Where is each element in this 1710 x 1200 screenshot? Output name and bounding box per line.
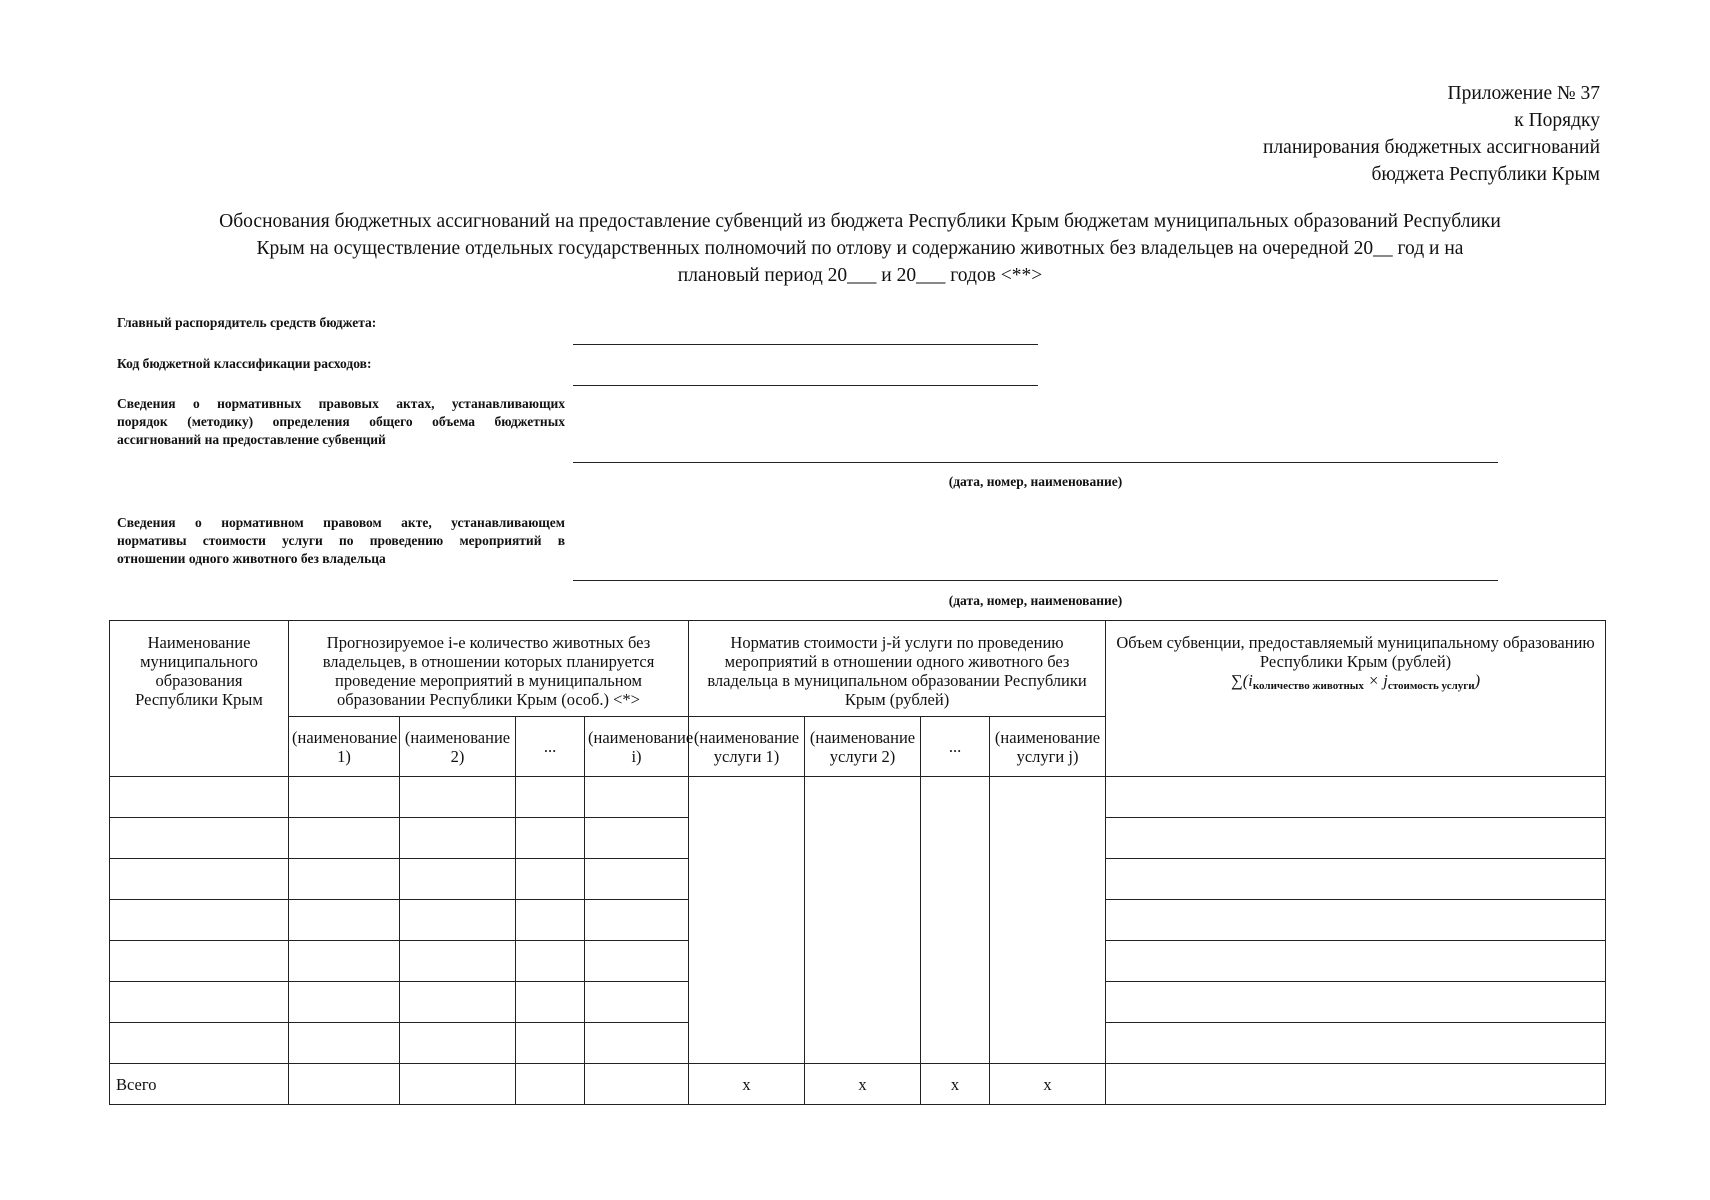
cell-municipality[interactable] bbox=[110, 818, 289, 859]
norm-subcol-j: (наименование услуги j) bbox=[990, 717, 1106, 777]
cell-animal-1[interactable] bbox=[289, 1023, 400, 1064]
acts-info-line-2: порядок (методику) определения общего объема бюджетных bbox=[117, 414, 565, 429]
table-header-row bbox=[110, 621, 1606, 717]
appendix-ref: к Порядку bbox=[1514, 110, 1600, 131]
total-animal-2[interactable] bbox=[400, 1064, 516, 1105]
cell-animal-2[interactable] bbox=[400, 982, 516, 1023]
total-animal-1[interactable] bbox=[289, 1064, 400, 1105]
cell-animal-i[interactable] bbox=[585, 900, 689, 941]
cell-animal-2[interactable] bbox=[400, 900, 516, 941]
appendix-ref-3: бюджета Республики Крым bbox=[1371, 164, 1600, 185]
cell-animal-1[interactable] bbox=[289, 818, 400, 859]
cell-animal-i[interactable] bbox=[585, 777, 689, 818]
cell-animal-i[interactable] bbox=[585, 859, 689, 900]
cell-municipality[interactable] bbox=[110, 1023, 289, 1064]
cell-animal-2[interactable] bbox=[400, 1023, 516, 1064]
cell-municipality[interactable] bbox=[110, 982, 289, 1023]
acts-info-line-3: ассигнований на предоставление субвенций bbox=[117, 432, 386, 447]
formula-close: ) bbox=[1474, 671, 1481, 690]
acts-info-line-1: Сведения о нормативных правовых актах, устанавливающих bbox=[117, 396, 565, 411]
chief-manager-field[interactable] bbox=[573, 344, 1038, 345]
acts-info-field[interactable] bbox=[573, 462, 1498, 463]
formula-i: i bbox=[1248, 671, 1253, 690]
acts-info-caption: (дата, номер, наименование) bbox=[948, 474, 1123, 489]
document-title bbox=[110, 208, 1610, 289]
appendix-header bbox=[1263, 80, 1600, 188]
total-norm-2-x: x bbox=[805, 1064, 921, 1105]
subvention-header-text: Объем субвенции, предоставляемый муниципальному образованию Республики Крым (рублей) bbox=[1116, 633, 1595, 671]
cell-animal-i[interactable] bbox=[585, 818, 689, 859]
cell-animal-ellipsis[interactable] bbox=[516, 941, 585, 982]
cell-subvention[interactable] bbox=[1106, 941, 1606, 982]
cell-animal-i[interactable] bbox=[585, 982, 689, 1023]
act-info-caption: (дата, номер, наименование) bbox=[948, 593, 1123, 608]
act-info-field[interactable] bbox=[573, 580, 1498, 581]
cell-animal-i[interactable] bbox=[585, 1023, 689, 1064]
act-info-line-1: Сведения о нормативном правовом акте, устанавливающем bbox=[117, 515, 565, 530]
cell-subvention[interactable] bbox=[1106, 859, 1606, 900]
cell-subvention[interactable] bbox=[1106, 818, 1606, 859]
cell-animal-2[interactable] bbox=[400, 818, 516, 859]
cell-municipality[interactable] bbox=[110, 777, 289, 818]
cell-norm-ellipsis[interactable] bbox=[921, 777, 990, 1064]
chief-manager-label: Главный распорядитель средств бюджета: bbox=[117, 315, 377, 330]
subvention-table bbox=[109, 620, 1606, 1105]
table-total-row bbox=[110, 1064, 1606, 1105]
animal-subcol-1: (наименование 1) bbox=[289, 717, 400, 777]
col-subvention-header bbox=[1106, 621, 1606, 777]
formula-j-sub: стоимость услуги bbox=[1387, 680, 1475, 692]
cell-animal-i[interactable] bbox=[585, 941, 689, 982]
cell-animal-1[interactable] bbox=[289, 941, 400, 982]
title-line-1: Обоснования бюджетных ассигнований на предоставление субвенций из бюджета Республики Крым бюджетам муниципальных образований Республики bbox=[219, 211, 1501, 232]
animal-subcol-ellipsis: ... bbox=[516, 717, 585, 777]
total-subvention[interactable] bbox=[1106, 1064, 1606, 1105]
cell-animal-ellipsis[interactable] bbox=[516, 982, 585, 1023]
cell-municipality[interactable] bbox=[110, 941, 289, 982]
formula-i-sub: количество животных bbox=[1252, 680, 1364, 692]
act-info-line-2: нормативы стоимости услуги по проведению мероприятий в bbox=[117, 533, 565, 548]
appendix-ref-2: планирования бюджетных ассигнований bbox=[1263, 137, 1600, 158]
norm-subcol-1: (наименование услуги 1) bbox=[689, 717, 805, 777]
cell-animal-2[interactable] bbox=[400, 777, 516, 818]
title-line-2: Крым на осуществление отдельных государственных полномочий по отлову и содержанию животных без владельцев на очередной 20__ год и на bbox=[256, 238, 1464, 259]
total-animal-ellipsis[interactable] bbox=[516, 1064, 585, 1105]
act-info-line-3: отношении одного животного без владельца bbox=[117, 551, 386, 566]
appendix-number: Приложение № 37 bbox=[1447, 83, 1600, 104]
cell-subvention[interactable] bbox=[1106, 777, 1606, 818]
cell-municipality[interactable] bbox=[110, 900, 289, 941]
formula-sigma: ∑( bbox=[1230, 671, 1249, 690]
budget-code-label: Код бюджетной классификации расходов: bbox=[117, 356, 372, 371]
cell-animal-1[interactable] bbox=[289, 859, 400, 900]
animal-subcol-2: (наименование 2) bbox=[400, 717, 516, 777]
cell-animal-ellipsis[interactable] bbox=[516, 818, 585, 859]
total-animal-i[interactable] bbox=[585, 1064, 689, 1105]
total-norm-j-x: x bbox=[990, 1064, 1106, 1105]
formula-times: × bbox=[1363, 671, 1384, 690]
acts-info-label bbox=[117, 395, 565, 449]
total-norm-ellipsis-x: x bbox=[921, 1064, 990, 1105]
cell-subvention[interactable] bbox=[1106, 900, 1606, 941]
subvention-formula bbox=[1109, 671, 1602, 696]
title-line-3: плановый период 20___ и 20___ годов <**> bbox=[677, 265, 1043, 286]
col-municipality-header: Наименование муниципального образования Республики Крым bbox=[110, 621, 289, 777]
cell-animal-ellipsis[interactable] bbox=[516, 1023, 585, 1064]
cell-animal-ellipsis[interactable] bbox=[516, 859, 585, 900]
total-label: Всего bbox=[110, 1064, 289, 1105]
budget-code-field[interactable] bbox=[573, 385, 1038, 386]
act-info-label bbox=[117, 514, 565, 568]
animal-subcol-i: (наименование i) bbox=[585, 717, 689, 777]
col-norm-header: Норматив стоимости j-й услуги по проведению мероприятий в отношении одного животного без владельца в муниципальном образовании Республики Крым (рублей) bbox=[689, 621, 1106, 717]
total-norm-1-x: x bbox=[689, 1064, 805, 1105]
cell-animal-ellipsis[interactable] bbox=[516, 777, 585, 818]
cell-norm-2[interactable] bbox=[805, 777, 921, 1064]
cell-animal-ellipsis[interactable] bbox=[516, 900, 585, 941]
table-row bbox=[110, 777, 1606, 818]
cell-animal-2[interactable] bbox=[400, 859, 516, 900]
norm-subcol-2: (наименование услуги 2) bbox=[805, 717, 921, 777]
cell-subvention[interactable] bbox=[1106, 982, 1606, 1023]
cell-animal-1[interactable] bbox=[289, 777, 400, 818]
cell-subvention[interactable] bbox=[1106, 1023, 1606, 1064]
formula-j: j bbox=[1383, 671, 1388, 690]
col-animals-header: Прогнозируемое i-е количество животных без владельцев, в отношении которых планируется проведение мероприятий в муниципальном образовании Республики Крым (особ.) <*> bbox=[289, 621, 689, 717]
cell-animal-1[interactable] bbox=[289, 900, 400, 941]
cell-animal-1[interactable] bbox=[289, 982, 400, 1023]
norm-subcol-ellipsis: ... bbox=[921, 717, 990, 777]
cell-animal-2[interactable] bbox=[400, 941, 516, 982]
cell-norm-1[interactable] bbox=[689, 777, 805, 1064]
cell-norm-j[interactable] bbox=[990, 777, 1106, 1064]
cell-municipality[interactable] bbox=[110, 859, 289, 900]
